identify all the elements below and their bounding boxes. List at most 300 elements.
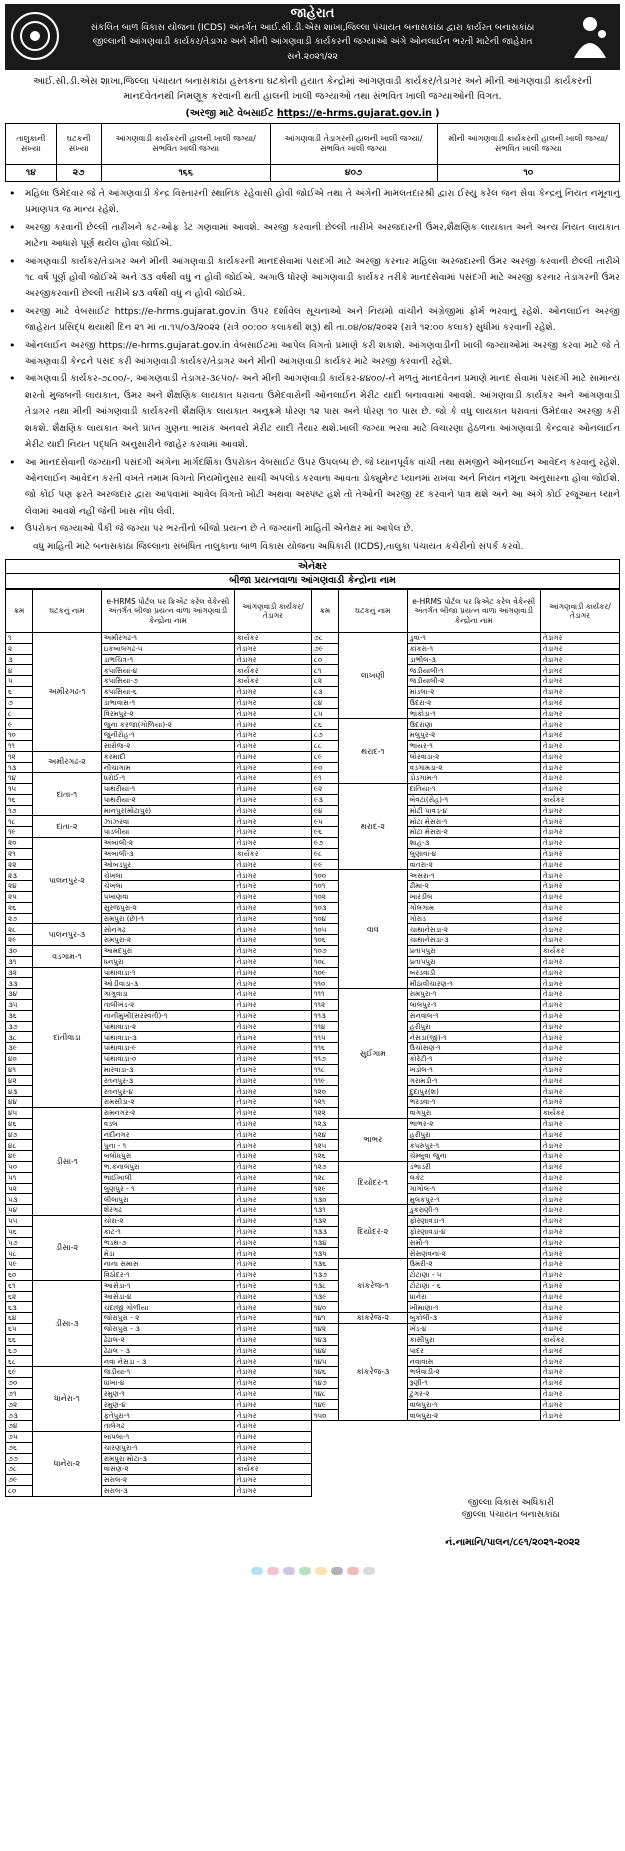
annex-post: તેડાગર — [540, 665, 619, 676]
signatory-office: જીલ્લા પંચાયત બનાસકાંઠા — [461, 1509, 560, 1520]
annex-centre-name: ભાંકોડા-૧ — [407, 708, 540, 719]
annex-post: કાર્યકર — [234, 1464, 311, 1475]
annex-post: તેડાગર — [540, 1161, 619, 1172]
annex-serial: ૩૧ — [6, 956, 33, 967]
annex-ghatak-name: વાવ — [338, 870, 407, 989]
annex-serial: ૨૪ — [6, 881, 33, 892]
annex-post: તેડાગર — [234, 1388, 311, 1399]
note-item: • ઉપરોક્ત જગ્યાઓ પૈકી જે જગ્યા પર ભરતીનો બીજો પ્રયત્ન છે તે જગ્યાની માહિતી એનેક્ષર માં આપેલ છે. — [5, 521, 620, 537]
annex-post: તેડાગર — [540, 719, 619, 730]
annex-post: તેડાગર — [234, 1431, 311, 1442]
empty-cell — [311, 1442, 338, 1453]
annex-centre-name: પાંથાવાડા-૩ — [101, 1032, 234, 1043]
annex-centre-name: ઓબડપુર — [101, 859, 234, 870]
annex-centre-name: બાપલા-૧ — [101, 1431, 234, 1442]
annex-serial: ૧૨૭ — [311, 1161, 338, 1172]
annex-serial: ૧૩૧ — [311, 1205, 338, 1216]
annex-centre-name: ભાભર-૨ — [407, 1118, 540, 1129]
annex-centre-name: ઉમરી-૨ — [407, 1259, 540, 1270]
annex-post: તેડાગર — [234, 697, 311, 708]
annex-post: તેડાગર — [234, 1194, 311, 1205]
annex-centre-name: અમીરગઢ-૧ — [101, 632, 234, 643]
annex-ghatak-name: થરાદ-૨ — [338, 784, 407, 870]
annex-serial: ૮૯ — [311, 751, 338, 762]
annex-post: તેડાગર — [540, 1302, 619, 1313]
vac-header-ghataks: ઘટકની સંખ્યા — [56, 124, 101, 165]
annex-serial: ૮૦ — [6, 1485, 33, 1496]
annex-centre-name: રતનપુર-૩ — [101, 1075, 234, 1086]
annex-serial: ૧૪ — [6, 773, 33, 784]
annex-post: તેડાગર — [234, 1269, 311, 1280]
annex-header-centre: e-HRMS પોર્ટલ પર ક્રિએટ કરેલ વેકેન્સી અંતર્ગત બીજા પ્રયત્ન વાળા આંગણવાડી કેન્દ્રોના નામ — [407, 589, 540, 632]
annex-post: તેડાગર — [540, 1140, 619, 1151]
annex-serial: ૭૯ — [311, 643, 338, 654]
annex-centre-name: ખીમાણા-૧ — [407, 1302, 540, 1313]
annex-post: તેડાગર — [540, 870, 619, 881]
annex-header-post: આંગણવાડી કાર્યકર/તેડાગર — [234, 589, 311, 632]
annex-serial: ૧૦૨ — [311, 892, 338, 903]
annex-post: તેડાગર — [234, 1183, 311, 1194]
annex-serial: ૯૪ — [311, 805, 338, 816]
annex-post: કાર્યકર — [540, 946, 619, 957]
annex-centre-name: રામપુરા-૨ — [101, 935, 234, 946]
annex-serial: ૧૨૯ — [311, 1183, 338, 1194]
annex-centre-name: વાલપુરા-૧ — [407, 1399, 540, 1410]
annex-post: તેડાગર — [234, 1280, 311, 1291]
annex-centre-name: ગોલગામ — [407, 902, 540, 913]
annex-serial: ૩૩ — [6, 978, 33, 989]
annex-post: તેડાગર — [234, 1399, 311, 1410]
annex-ghatak-name: દિયોદર-૨ — [338, 1205, 407, 1259]
website-suffix: ) — [435, 108, 440, 119]
annex-serial: ૨૬ — [6, 902, 33, 913]
annex-serial: ૯૩ — [311, 794, 338, 805]
annex-centre-name: કપરુપુર-૧ — [407, 1140, 540, 1151]
annex-post: તેડાગર — [234, 967, 311, 978]
annex-centre-name: લંકેટ — [407, 1172, 540, 1183]
annex-serial: ૭૬ — [6, 1442, 33, 1453]
annex-centre-name: જુના કરજા(ગોળિયા)-૨ — [101, 719, 234, 730]
annex-centre-name: ઓડીવાડા-૩ — [101, 978, 234, 989]
annex-serial: ૬૬ — [6, 1334, 33, 1345]
annex-post: તેડાગર — [540, 956, 619, 967]
annex-serial: ૪૧ — [6, 1064, 33, 1075]
annex-post: તેડાગર — [540, 1086, 619, 1097]
annex-post: તેડાગર — [540, 1388, 619, 1399]
annex-ghatak-name: ધાનેરા-૧ — [33, 1367, 102, 1432]
annex-centre-name: રામપુરા-૧ — [407, 989, 540, 1000]
empty-cell — [407, 1453, 540, 1464]
vac-value-mini: ૧૦ — [437, 165, 620, 182]
annex-post: તેડાગર — [540, 1313, 619, 1324]
annex-serial: ૧૪૯ — [311, 1399, 338, 1410]
annex-post: તેડાગર — [234, 1453, 311, 1464]
annex-centre-name: ભડથ-૭ — [101, 1237, 234, 1248]
annex-post: તેડાગર — [540, 1054, 619, 1065]
annex-ghatak-name: કાંકરેજ-૩ — [338, 1323, 407, 1420]
annex-post: તેડાગર — [540, 859, 619, 870]
annex-serial: ૨૧ — [6, 848, 33, 859]
empty-cell — [407, 1464, 540, 1475]
annex-serial: ૧૧૮ — [311, 1064, 338, 1075]
annex-ghatak-name: દાંતા-૨ — [33, 816, 102, 838]
annex-serial: ૧૧૦ — [311, 978, 338, 989]
empty-cell — [338, 1475, 407, 1486]
annex-centre-name: પખાણવા — [101, 892, 234, 903]
annex-serial: ૧૩૪ — [311, 1237, 338, 1248]
annex-header-ghatak: ઘટકનું નામ — [33, 589, 102, 632]
annex-centre-name: જોરાપુરા - ૩ — [101, 1323, 234, 1334]
annex-centre-name: ચોરા-૨ — [101, 1215, 234, 1226]
annex-post: તેડાગર — [234, 1205, 311, 1216]
annex-serial: ૧૧ — [6, 740, 33, 751]
annex-post: તેડાગર — [234, 1000, 311, 1011]
annex-centre-name: બેવટા(રોહ)-૧ — [407, 794, 540, 805]
website-link[interactable]: https://e-hrms.gujarat.gov.in — [276, 108, 432, 119]
annex-centre-name: મુલકપુર-૧ — [407, 1194, 540, 1205]
annex-post: તેડાગર — [540, 1000, 619, 1011]
annex-serial: ૧૧૪ — [311, 1021, 338, 1032]
annex-serial: ૪૬ — [6, 1118, 33, 1129]
annex-post: તેડાગર — [540, 816, 619, 827]
annex-serial: ૩૫ — [6, 1000, 33, 1011]
annex-centre-name: મલુપુર-૨ — [407, 730, 540, 741]
empty-cell — [338, 1442, 407, 1453]
empty-cell — [338, 1421, 407, 1432]
annex-centre-name: મીઠાવીચારણ-૧ — [407, 978, 540, 989]
table-row — [6, 1280, 620, 1291]
table-row — [6, 1367, 620, 1378]
annex-centre-name: ઝાંઝરવા — [101, 816, 234, 827]
annex-serial: ૫૦ — [6, 1161, 33, 1172]
annex-centre-name: ફોરણાવડા-૪ — [407, 1226, 540, 1237]
annex-centre-name: જુનીરોહ-૧ — [101, 730, 234, 741]
annex-post: તેડાગર — [540, 1129, 619, 1140]
annex-ghatak-name: લાખણી — [338, 632, 407, 718]
annex-centre-name: સારોજ-૨ — [101, 740, 234, 751]
annex-post: તેડાગર — [234, 1291, 311, 1302]
annex-serial: ૭ — [6, 697, 33, 708]
annex-serial: ૪૪ — [6, 1097, 33, 1108]
annex-centre-name: પાંથાવાડા-૨ — [101, 1021, 234, 1032]
annex-post: તેડાગર — [540, 924, 619, 935]
bullet-icon: • — [9, 372, 16, 386]
annex-centre-name: જડીયા-૧ — [101, 1367, 234, 1378]
table-row — [6, 1431, 620, 1442]
annex-post: તેડાગર — [540, 1043, 619, 1054]
annex-serial: ૪૦ — [6, 1054, 33, 1065]
annex-post: તેડાગર — [234, 1161, 311, 1172]
annex-centre-name: ખડોલ-૧ — [407, 1064, 540, 1075]
annex-serial: ૧ — [6, 632, 33, 643]
annex-centre-name: પાંથાવાડા-૦ — [101, 1054, 234, 1065]
annex-serial: ૧૩ — [6, 762, 33, 773]
annex-centre-name: ચાથાનેસડા-૨ — [407, 924, 540, 935]
annex-centre-name: શેરગઢ — [101, 1205, 234, 1216]
annex-post: તેડાગર — [234, 784, 311, 795]
annex-post: તેડાગર — [234, 913, 311, 924]
annex-centre-name: ચેખલા — [101, 881, 234, 892]
annex-centre-name: કપાસિયા-૪ — [101, 665, 234, 676]
annex-post: તેડાગર — [234, 1475, 311, 1486]
vac-header-talukas: તાલુકાની સંખ્યા — [6, 124, 57, 165]
empty-cell — [540, 1475, 619, 1486]
bullet-icon: • — [9, 522, 16, 536]
annex-serial: ૫૫ — [6, 1215, 33, 1226]
annex-post: તેડાગર — [540, 740, 619, 751]
annex-post: તેડાગર — [540, 1205, 619, 1216]
annex-serial: ૧૨૪ — [311, 1129, 338, 1140]
icds-logo-icon — [564, 10, 616, 62]
annex-post: તેડાગર — [540, 730, 619, 741]
annex-centre-name: નવાવાસ — [407, 1356, 540, 1367]
annex-serial: ૧૨૩ — [311, 1118, 338, 1129]
empty-cell — [311, 1453, 338, 1464]
annex-centre-name: ડુકરાણી-૧ — [407, 1205, 540, 1216]
annex-centre-name: ચેમ્બુવા જુના — [407, 1151, 540, 1162]
annex-centre-name: લુણપુર - ૧ — [101, 1183, 234, 1194]
annex-centre-name: ટુંગર-૨ — [407, 1388, 540, 1399]
annex-ghatak-name: કાંકરેજ-૨ — [338, 1313, 407, 1324]
annex-centre-name: કાંકરા-૧ — [407, 643, 540, 654]
annex-serial: ૭૫ — [6, 1431, 33, 1442]
annex-centre-name: ગાંગુવાડા — [101, 989, 234, 1000]
annex-centre-name: લોરવાડા-૨ — [407, 751, 540, 762]
vac-value-helper: ૪૦૭ — [270, 165, 437, 182]
annex-serial: ૨૯ — [6, 935, 33, 946]
annex-centre-name: જડીયાલી-૨ — [407, 676, 540, 687]
annex-post: કાર્યકર — [234, 632, 311, 643]
annex-serial: ૧૩૦ — [311, 1194, 338, 1205]
annex-centre-name: ડાભચિત્ર-૧ — [101, 654, 234, 665]
annex-serial: ૨૮ — [6, 924, 33, 935]
annex-serial: ૧૫૦ — [311, 1410, 338, 1421]
annex-serial: ૪૩ — [6, 1086, 33, 1097]
annex-serial: ૧૨૬ — [311, 1151, 338, 1162]
notice-title: જાહેરાત — [290, 6, 335, 21]
annex-centre-name: ચારણપુરા-૧ — [101, 1442, 234, 1453]
annex-centre-name: નંદીનગર — [101, 1129, 234, 1140]
annex-post: તેડાગર — [540, 1010, 619, 1021]
annex-centre-name: વાતરા-૨ — [407, 859, 540, 870]
annex-post: તેડાગર — [234, 1334, 311, 1345]
annex-serial: ૮૭ — [311, 730, 338, 741]
annex-post: તેડાગર — [234, 1485, 311, 1496]
annex-centre-name: સુરજપુરા-૨ — [101, 902, 234, 913]
annex-post: કાર્યકર — [234, 676, 311, 687]
annex-centre-name: ફોરણાવડા-૧ — [407, 1215, 540, 1226]
annex-serial: ૩ — [6, 654, 33, 665]
annex-post: કાર્યકર — [234, 665, 311, 676]
note-item: • ઓનલાઈન અરજી https://e-hrms.gujarat.gov.in વેબસાઈટમાં આપેલ વિગતો પ્રમાણે કરી શકાશે. આંગણવાડીની ખાલી જગ્યાઓમાં અરજી કરવા માટે જે તે આંગણવાડી કેન્દ્રને પસંદ કરી આંગણવાડી કાર્યકર/તેડાગર અને મીની આંગણવાડી કાર્યકર માટે અરજી કરવાની રહેશે. — [9, 338, 620, 368]
note-item: • આંગણવાડી કાર્યકર-૭૮૦૦/-, આંગણવાડી તેડાગર-૩૯૫૦/- અને મીની આંગણવાડી કાર્યકર-૪૪૦૦/-ને મળતું માનદવેતન પ્રમાણે માનદ સેવામાં પસંદગી માટે સામાન્ય શરતો મુજબની લાયકાત, ઉંમર અને શૈક્ષણિક લાયકાત ધરાવતા ઉમેદવારોની ઓનલાઈન મેરીટ યાદી બનાવવામાં આવશે. આંગણવાડી કાર્યકર અને આંગણવાડી તેડાગર તથા મીની આંગણવાડી કાર્યકરની શૈક્ષણિક લાયકાત અનુક્રમે ધોરણ ૧૨ પાસ અને ધોરણ ૧૦ પાસ છે. જો કે વધુ લાયકાત ધરાવતાં ઉમેદવાર અરજી કરી શકશે. શૈક્ષણિક લાયકાત અને પ્રાપ્ત ગુણના ભારાંક અનવયે મેરીટ યાદી તૈયાર થશે.ખાલી જગ્યા ભરવા માટે વિચારણા હેઠળના આંગણવાડી કેન્દ્રવાર ઓનલાઈન મેરીટ યાદી નિયત પદ્ધતિ અનુસારીને જાહેર કરવામાં આવશે. — [9, 372, 620, 451]
annex-centre-name: ધાનેરા — [407, 1291, 540, 1302]
vac-value-worker: ૧૬૬ — [101, 165, 270, 182]
annex-post: તેડાગર — [234, 1302, 311, 1313]
annex-serial: ૭૩ — [6, 1410, 33, 1421]
header-banner — [5, 4, 620, 70]
annex-centre-name: પાંથાવાડા-૧ — [101, 967, 234, 978]
annex-post: તેડાગર — [234, 1172, 311, 1183]
annex-ghatak-name: ડીસા-૧ — [33, 1108, 102, 1216]
annex-post: તેડાગર — [540, 805, 619, 816]
annex-centre-name: રતનપુર-૪ — [101, 1086, 234, 1097]
annex-centre-name: વાસણ-૨ — [101, 1464, 234, 1475]
table-row — [6, 924, 620, 935]
annex-post: તેડાગર — [540, 1032, 619, 1043]
annex-serial: ૭૯ — [6, 1475, 33, 1486]
annex-post: તેડાગર — [234, 686, 311, 697]
table-row — [6, 1215, 620, 1226]
annex-ghatak-name: પાલનપુર-૨ — [33, 838, 102, 924]
vac-header-helper: આંગણવાડી તેડાગરની હાલની ખાલી જગ્યા/ સંભવિત ખાલી જગ્યા — [270, 124, 437, 165]
annex-centre-name: રમુણ-૧ — [101, 1388, 234, 1399]
annex-serial: ૧૦૬ — [311, 935, 338, 946]
empty-cell — [338, 1453, 407, 1464]
annex-serial: ૧૧૧ — [311, 989, 338, 1000]
annex-serial: ૧૪૭ — [311, 1377, 338, 1388]
annex-centre-name: જડીયાલી-૧ — [407, 665, 540, 676]
annex-serial: ૧૧૩ — [311, 1010, 338, 1021]
annex-serial: ૩૦ — [6, 946, 33, 957]
annex-serial: ૮૬ — [311, 719, 338, 730]
annex-post: તેડાગર — [234, 762, 311, 773]
annex-post: તેડાગર — [234, 1323, 311, 1334]
annex-centre-name: અંબાલી-૨ — [101, 838, 234, 849]
annex-serial: ૪ — [6, 665, 33, 676]
annex-serial: ૪૫ — [6, 1108, 33, 1119]
annex-centre-name: અંબાલી-૩ — [101, 848, 234, 859]
annex-serial: ૫૮ — [6, 1248, 33, 1259]
annex-post: તેડાગર — [234, 838, 311, 849]
annex-centre-name: પ્રતાપપુરા — [407, 956, 540, 967]
annex-centre-name: વાલપુરા-૨ — [407, 1410, 540, 1421]
annex-post: તેડાગર — [234, 1237, 311, 1248]
empty-cell — [338, 1464, 407, 1475]
annex-post: તેડાગર — [234, 1215, 311, 1226]
annex-serial: ૧૧૫ — [311, 1032, 338, 1043]
annex-serial: ૪૨ — [6, 1075, 33, 1086]
annex-centre-name: સરાલ-૨ — [101, 1475, 234, 1486]
annex-post: તેડાગર — [540, 978, 619, 989]
annex-centre-name: વડલ — [101, 1118, 234, 1129]
annex-centre-name: ગોરાડ — [407, 913, 540, 924]
annex-post: તેડાગર — [540, 643, 619, 654]
annex-serial: ૬ — [6, 686, 33, 697]
empty-cell — [407, 1421, 540, 1432]
annex-centre-name: તાલેગઢ — [101, 1421, 234, 1432]
annex-post: તેડાગર — [540, 708, 619, 719]
annex-serial: ૯૮ — [311, 848, 338, 859]
annex-post: તેડાગર — [540, 773, 619, 784]
table-row — [6, 773, 620, 784]
annex-post: તેડાગર — [540, 1183, 619, 1194]
annex-serial: ૫૪ — [6, 1205, 33, 1216]
empty-cell — [338, 1431, 407, 1442]
annex-ghatak-name: અમીરગઢ-૧ — [33, 632, 102, 751]
annex-post: તેડાગર — [540, 784, 619, 795]
annex-serial: ૧૪૨ — [311, 1323, 338, 1334]
annex-centre-name: મોટી પાવડ-૪ — [407, 805, 540, 816]
annex-centre-name: નેસડા(જી)-૧ — [407, 1032, 540, 1043]
annex-serial: ૩૬ — [6, 1010, 33, 1021]
annex-post: તેડાગર — [540, 1215, 619, 1226]
annex-post: તેડાગર — [234, 989, 311, 1000]
annex-serial: ૧૦૪ — [311, 913, 338, 924]
annex-post: તેડાગર — [540, 838, 619, 849]
table-row — [6, 816, 620, 827]
annex-centre-name: સેસણવના-૨ — [407, 1248, 540, 1259]
annex-centre-name: ભાઈખાલી — [101, 1172, 234, 1183]
annex-post: તેડાગર — [234, 1226, 311, 1237]
annex-ghatak-name: અમીરગઢ-૨ — [33, 751, 102, 773]
annex-centre-name: આસેડા-૪ — [101, 1291, 234, 1302]
signature-block — [5, 1497, 620, 1557]
empty-cell — [540, 1442, 619, 1453]
annex-serial: ૫૭ — [6, 1237, 33, 1248]
color-calibration-strip — [183, 1567, 443, 1575]
annex-post: તેડાગર — [234, 708, 311, 719]
annex-post: તેડાગર — [540, 902, 619, 913]
annex-centre-name: રૂણી-૧ — [407, 1377, 540, 1388]
table-row — [6, 946, 620, 957]
annex-post: તેડાગર — [234, 773, 311, 784]
annex-post: તેડાગર — [540, 913, 619, 924]
annex-serial: ૮૮ — [311, 740, 338, 751]
annex-centre-name: વિઠોદર-૧ — [101, 1269, 234, 1280]
annex-table — [5, 589, 620, 1497]
annex-serial: ૭૨ — [6, 1399, 33, 1410]
annex-serial: ૧૧૯ — [311, 1075, 338, 1086]
annex-centre-name: આમદપુરા — [101, 946, 234, 957]
annex-post: તેડાગર — [234, 1377, 311, 1388]
annex-post: તેડાગર — [234, 1140, 311, 1151]
vacancy-summary-table — [5, 123, 620, 182]
annex-serial: ૯૫ — [311, 816, 338, 827]
annex-post: તેડાગર — [540, 1399, 619, 1410]
header-line-1: સંકલિત બાળ વિકાસ યોજના (ICDS) અંતર્ગત આઈ.સી.ડી.એસ શાખા,જિલ્લા પંચાયત બનાસકાંઠા દ્વારા કાર્યરત બનાસકાંઠા — [90, 23, 535, 33]
annex-centre-name: ડભાડરી — [407, 1161, 540, 1172]
annex-serial: ૨૨ — [6, 859, 33, 870]
annex-post: તેડાગર — [234, 751, 311, 762]
annex-post: તેડાગર — [234, 978, 311, 989]
annex-centre-name: ડુવા-૧ — [407, 632, 540, 643]
annex-centre-name: મોટા મેસરા-૨ — [407, 827, 540, 838]
annex-serial: ૧૩૩ — [311, 1226, 338, 1237]
annex-serial: ૧૩૯ — [311, 1291, 338, 1302]
annex-header-ghatak: ઘટકનું નામ — [338, 589, 407, 632]
annex-post: તેડાગર — [234, 654, 311, 665]
annex-post: તેડાગર — [540, 686, 619, 697]
bullet-icon: • — [9, 338, 16, 352]
annex-serial: ૧૩૮ — [311, 1280, 338, 1291]
annex-centre-name: રામનગર-૨ — [101, 1108, 234, 1119]
note-item: • આંગણવાડી કાર્યકર/તેડાગર અને મીની આંગણવાડી કાર્યકરની માનદસેવામાં પસંદગી માટે અરજી કરનાર મહિલા અરજદારની ઉંમર અરજી કરવાની છેલ્લી તારીખે ૧૮ વર્ષ પૂર્ણ હોવી જોઈએ અને ૩૩ વર્ષથી વધુ ન હોવી જોઈએ. અગાઉ ધોરણે આંગણવાડી કાર્યકર તરીકે માનદસેવામાં પસંદગી માટે અરજી કરનાર તેડાગરની ઉંમર અરજીકરવાની છેલ્લી તારીખે ૪૩ વર્ષથી વધુ ન હોવી જોઈએ. — [9, 254, 620, 300]
annex-centre-name: નવા નેસડા - ૩ — [101, 1356, 234, 1367]
annex-post: તેડાગર — [234, 805, 311, 816]
annex-post: તેડાગર — [540, 848, 619, 859]
annex-post: તેડાગર — [540, 1172, 619, 1183]
annex-serial: ૭૪ — [6, 1421, 33, 1432]
annex-post: તેડાગર — [234, 740, 311, 751]
annex-serial: ૬૩ — [6, 1302, 33, 1313]
note-item: • આ માનદસેવાની જગ્યાની પસંદગી અંગેના માર્ગદર્શિકા ઉપરોક્ત વેબસાઈટ ઉપર ઉપલબ્ધ છે. જે ધ્યાનપૂર્વક વાંચી તથા સમજીને ઓનલાઈન આવેદન કરવાનું રહેશે. ઓનલાઈન આવેદન કરતી વખતે તમામ વિગતો નિયમોનુસાર સાચી અપલોડ કરવાના આવતા ડોક્યુમેન્ટ ધ્યાનમાં રાખવા અને નિયત નમૂના અનુસારના હોવા જોઈશે. જો કોઈ પણ ફરતે અરજદાર દ્વારા આપવામાં આવેલ વિગતો ખોટી અથવા અસ્પષ્ટ હશે તો તેઓની અરજી રદ કરવાને પાત્ર થશે અને આ અંગે કોઈ રજૂઆત ધ્યાને લેવામાં આવશે નહીં જેની ખાસ નોંધ લેવી. — [9, 455, 620, 517]
annex-post: તેડાગર — [234, 1043, 311, 1054]
annex-serial: ૧૦૦ — [311, 870, 338, 881]
annex-centre-name: લુણાવા-૪ — [407, 848, 540, 859]
annex-centre-name: ભાયર-૧ — [407, 740, 540, 751]
website-prefix: (અરજી માટે વેબસાઈટ — [185, 108, 274, 119]
